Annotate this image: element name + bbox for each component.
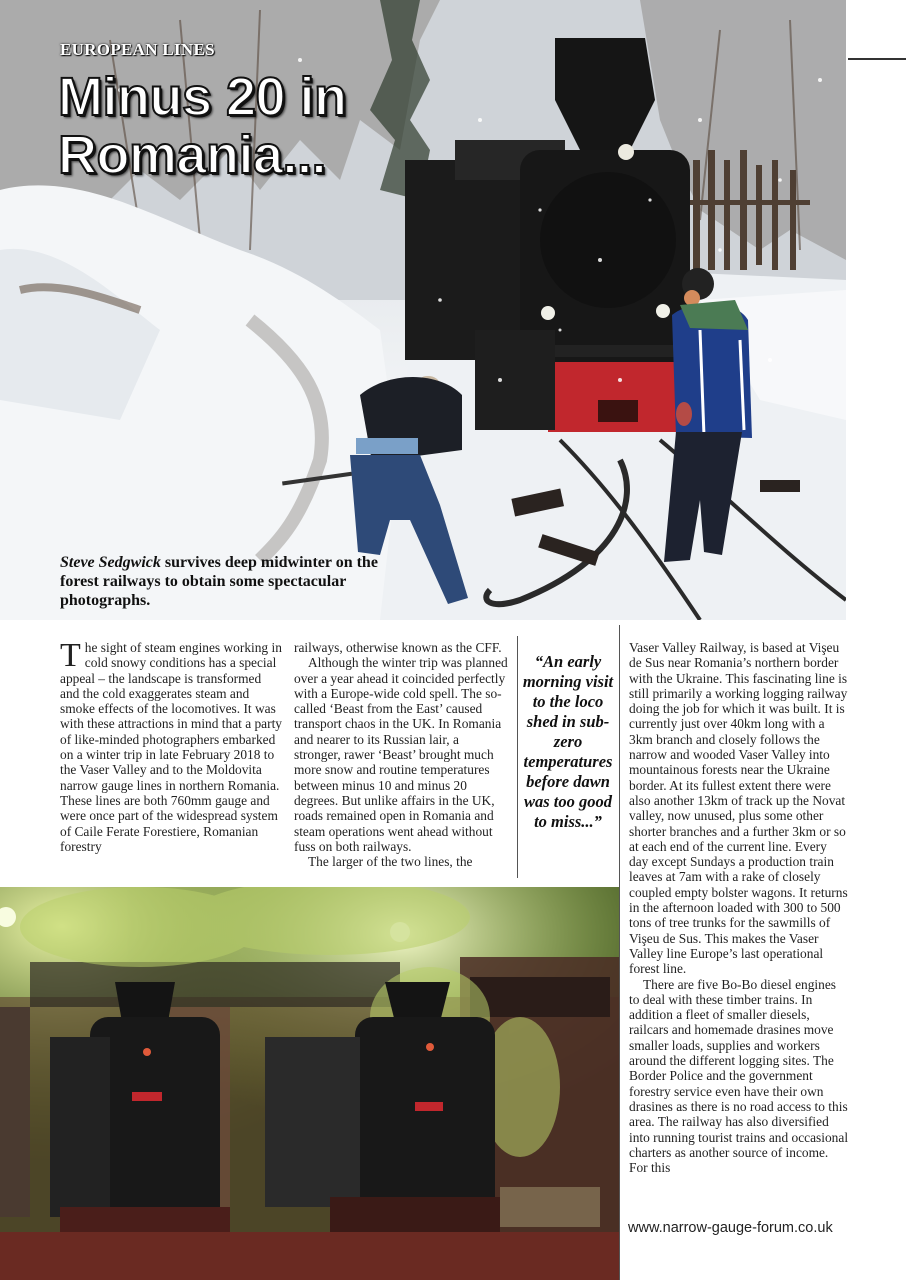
column-divider xyxy=(619,625,620,1280)
body-column-1 xyxy=(60,637,283,854)
body-column-3 xyxy=(629,640,849,1175)
body-text: he sight of steam engines working in cold snowy conditions has a special appeal – the landscape is transformed and the cold exaggerates steam and smoke effects of the locomotives. It was with these attractions in mind that a party of like-minded photographers embarked on a winter trip in late February 2018 to the Vaser Valley and to the Moldovita narrow gauge lines in northern Romania. These lines are both 760mm gauge and were once part of the widespread system of Caile Ferate Forestiere, Romanian forestry xyxy=(60,640,283,854)
drop-cap: T xyxy=(60,637,81,674)
loco-shed-photo xyxy=(0,887,619,1280)
headline: Minus 20 in Romania... xyxy=(58,67,347,185)
footer-url: www.narrow-gauge-forum.co.uk xyxy=(628,1220,833,1236)
author-name: Steve Sedgwick xyxy=(60,554,161,571)
body-paragraph: Although the winter trip was planned over a year ahead it coincided perfectly with a Europe-wide cold spell. The so-called ‘Beast from the East’ caused transport chaos in the UK. In Romania and nearer to its Russian lair, a stronger, rawer ‘Beast’ brought much more snow and routine temperatures between minus 10 and minus 20 degrees. But unlike affairs in the UK, roads remained open in Romania and steam operations went ahead without fuss on both railways. xyxy=(294,655,508,854)
section-label: EUROPEAN LINES xyxy=(60,40,215,59)
body-paragraph: railways, otherwise known as the CFF. xyxy=(294,640,502,655)
body-paragraph: Vaser Valley Railway, is based at Vişeu de Sus near Romania’s northern border with the Ukraine. This fascinating line is still primarily a working logging railway doing the job for which it was built. It is currently just over 40km long with a 3km branch and closely follows the narrow and wooded Vaser Valley into mountainous forests near the Ukraine border. At its fullest extent there were also another 13km of track up the Novat valley, now unused, plus some other shorter branches and a further 3km or so at each end of the current line. Every day except Sundays a production train leaves at 7am with a rake of closely coupled empty bolster wagons. It returns in the afternoon loaded with 300 to 500 tons of tree trunks for the sawmills of Vişeu de Sus. This makes the Vaser Valley line Europe’s last operational forest line. xyxy=(629,640,848,977)
body-paragraph xyxy=(60,637,283,854)
corner-rule xyxy=(848,58,906,60)
body-paragraph: The larger of the two lines, the xyxy=(308,854,473,870)
standfirst-text: survives deep midwinter on the forest railways to obtain some spectacular photographs. xyxy=(60,554,378,609)
loco-shed-illustration xyxy=(0,887,619,1280)
hero-photo xyxy=(0,0,846,620)
standfirst xyxy=(60,553,390,610)
body-paragraph: There are five Bo-Bo diesel engines to deal with these timber trains. In addition a fleet of smaller diesels, railcars and homemade drasines move smaller loads, supplies and workers around the different logging sites. The Border Police and the government forestry service even have their own drasines as there is no road access to this area. The railway has also diversified into running tourist trains and occasional charters as another source of income. For this xyxy=(629,976,849,1176)
body-column-2 xyxy=(294,640,508,869)
pull-quote: “An early morning visit to the loco shed in sub-zero temperatures before dawn was too good to miss...” xyxy=(522,652,614,831)
